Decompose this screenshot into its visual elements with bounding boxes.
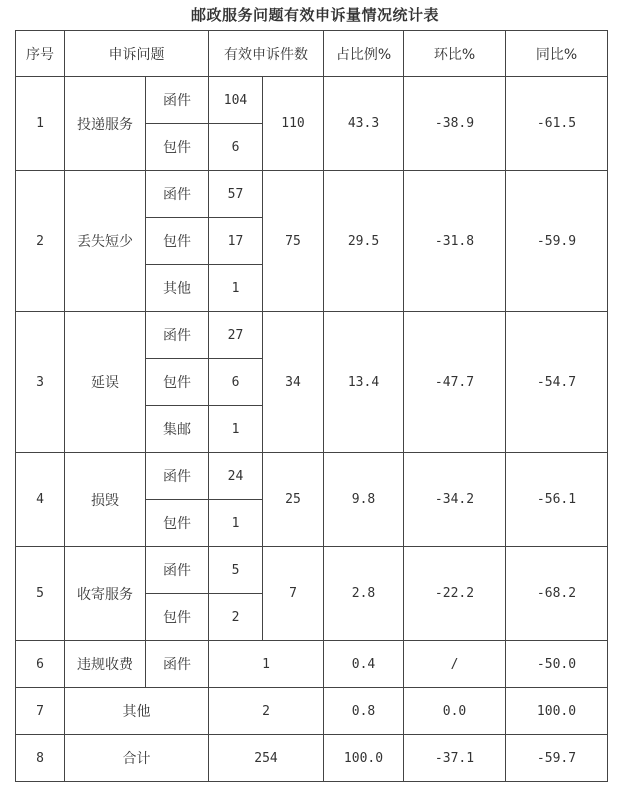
- cell-seq: 6: [16, 641, 65, 688]
- cell-mom: -38.9: [404, 77, 506, 171]
- cell-yoy: -54.7: [506, 312, 608, 453]
- cell-sub-type: 函件: [146, 77, 209, 124]
- cell-mom: -22.2: [404, 547, 506, 641]
- cell-total: 75: [263, 171, 324, 312]
- cell-issue: 投递服务: [65, 77, 146, 171]
- cell-sub-count: 1: [209, 500, 263, 547]
- cell-seq: 7: [16, 688, 65, 735]
- header-seq: 序号: [16, 31, 65, 77]
- cell-total: 25: [263, 453, 324, 547]
- cell-issue: 丢失短少: [65, 171, 146, 312]
- table-row: [16, 171, 608, 218]
- cell-yoy: -50.0: [506, 641, 608, 688]
- cell-share: 2.8: [324, 547, 404, 641]
- cell-sub-count: 24: [209, 453, 263, 500]
- cell-sub-count: 104: [209, 77, 263, 124]
- cell-sub-type: 函件: [146, 547, 209, 594]
- cell-mom: -47.7: [404, 312, 506, 453]
- cell-sub-type: 函件: [146, 453, 209, 500]
- cell-sub-count: 17: [209, 218, 263, 265]
- cell-share: 9.8: [324, 453, 404, 547]
- table-row: [16, 641, 608, 688]
- cell-issue: 收寄服务: [65, 547, 146, 641]
- cell-mom: /: [404, 641, 506, 688]
- cell-sub-type: 函件: [146, 171, 209, 218]
- cell-issue: 损毁: [65, 453, 146, 547]
- cell-sub-type: 包件: [146, 500, 209, 547]
- cell-sub-count: 6: [209, 124, 263, 171]
- table-title: 邮政服务问题有效申诉量情况统计表: [190, 6, 439, 24]
- cell-yoy: -68.2: [506, 547, 608, 641]
- cell-share: 0.8: [324, 688, 404, 735]
- cell-sub-count: 6: [209, 359, 263, 406]
- cell-seq: 8: [16, 735, 65, 782]
- cell-sub-count: 2: [209, 594, 263, 641]
- cell-mom: 0.0: [404, 688, 506, 735]
- cell-sub-count: 5: [209, 547, 263, 594]
- table-row: [16, 77, 608, 124]
- cell-total: 1: [209, 641, 324, 688]
- cell-yoy: -59.7: [506, 735, 608, 782]
- complaint-statistics-table: [15, 30, 608, 782]
- cell-total: 110: [263, 77, 324, 171]
- cell-mom: -37.1: [404, 735, 506, 782]
- cell-seq: 3: [16, 312, 65, 453]
- cell-seq: 1: [16, 77, 65, 171]
- cell-seq: 4: [16, 453, 65, 547]
- cell-share: 13.4: [324, 312, 404, 453]
- cell-sub-type: 集邮: [146, 406, 209, 453]
- header-yoy: 同比%: [506, 31, 608, 77]
- cell-yoy: 100.0: [506, 688, 608, 735]
- cell-sub-type: 其他: [146, 265, 209, 312]
- cell-sub-type: 包件: [146, 124, 209, 171]
- cell-seq: 5: [16, 547, 65, 641]
- cell-sub-type: 函件: [146, 312, 209, 359]
- cell-seq: 2: [16, 171, 65, 312]
- table-row: [16, 735, 608, 782]
- cell-share: 29.5: [324, 171, 404, 312]
- header-issue: 申诉问题: [65, 31, 209, 77]
- cell-issue: 延误: [65, 312, 146, 453]
- table-row: [16, 453, 608, 500]
- cell-total: 254: [209, 735, 324, 782]
- header-share: 占比例%: [324, 31, 404, 77]
- cell-share: 43.3: [324, 77, 404, 171]
- cell-share: 0.4: [324, 641, 404, 688]
- cell-issue: 合计: [65, 735, 209, 782]
- cell-mom: -34.2: [404, 453, 506, 547]
- cell-sub-count: 1: [209, 265, 263, 312]
- cell-yoy: -61.5: [506, 77, 608, 171]
- cell-total: 7: [263, 547, 324, 641]
- cell-yoy: -59.9: [506, 171, 608, 312]
- cell-sub-type: 包件: [146, 594, 209, 641]
- cell-sub-type: 包件: [146, 359, 209, 406]
- cell-total: 34: [263, 312, 324, 453]
- cell-issue: 违规收费: [65, 641, 146, 688]
- cell-issue: 其他: [65, 688, 209, 735]
- header-row: [16, 31, 608, 77]
- table-row: [16, 312, 608, 359]
- header-mom: 环比%: [404, 31, 506, 77]
- cell-share: 100.0: [324, 735, 404, 782]
- cell-total: 2: [209, 688, 324, 735]
- cell-mom: -31.8: [404, 171, 506, 312]
- cell-sub-type: 包件: [146, 218, 209, 265]
- cell-sub-count: 57: [209, 171, 263, 218]
- table-row: [16, 688, 608, 735]
- cell-sub-count: 27: [209, 312, 263, 359]
- header-count: 有效申诉件数: [209, 31, 324, 77]
- cell-sub-count: 1: [209, 406, 263, 453]
- cell-sub-type: 函件: [146, 641, 209, 688]
- cell-yoy: -56.1: [506, 453, 608, 547]
- table-row: [16, 547, 608, 594]
